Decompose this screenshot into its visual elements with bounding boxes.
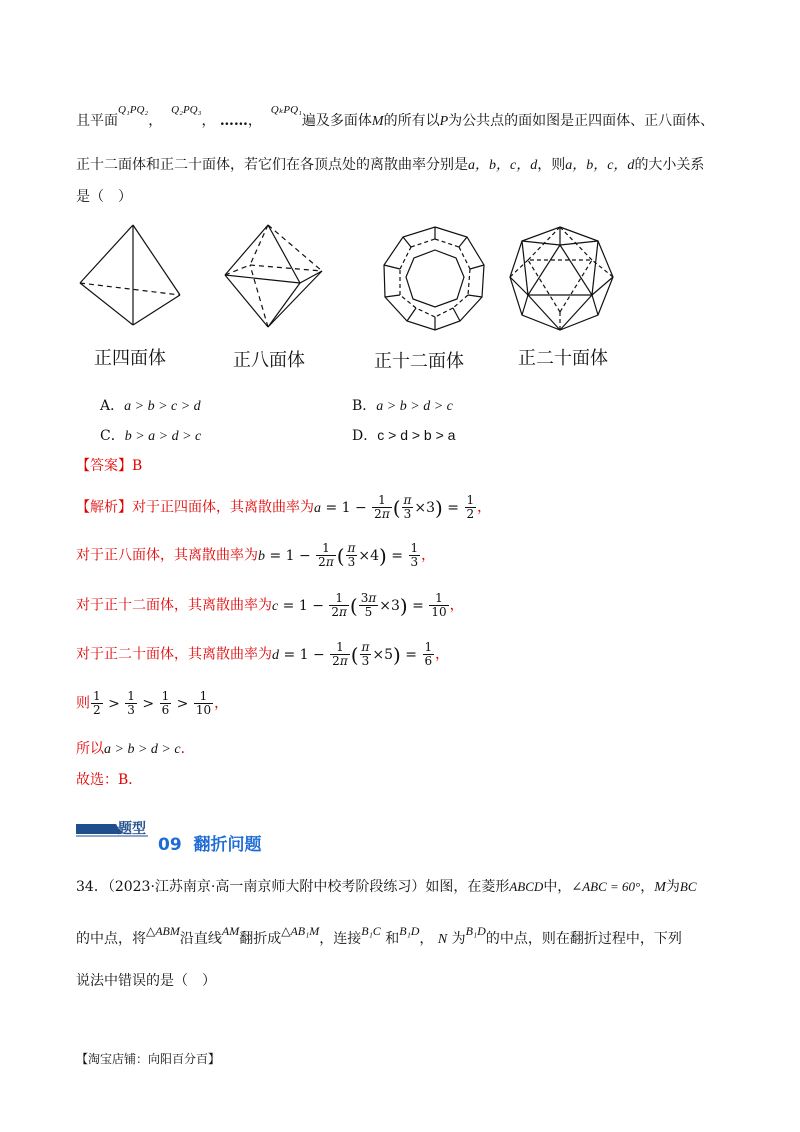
plane-2: Q₂PQ₃ xyxy=(171,104,202,116)
polyhedra-figures xyxy=(70,215,630,345)
option-d[interactable]: D．c > d > b > a xyxy=(352,427,456,444)
intro-line-2: 正十二面体和正二十面体，若它们在各顶点处的离散曲率分别是a，b，c，d，则a，b，c，d的大小关系 xyxy=(76,157,705,173)
analysis-line-6: 所以a > b > d > c． xyxy=(76,741,195,757)
q34-line-1: 34．（2023·江苏南京·高一南京师大附中校考阶段练习）如图，在菱形ABCD中，∠ABC = 60°，M为BC xyxy=(76,879,697,895)
analysis-line-7: 故选：B． xyxy=(76,772,143,788)
q34-line-2: 的中点，将△ABM沿直线AM翻折成△AB₁M，连接B₁C 和B₁D， N 为B₁D的中点，则在翻折过程中，下列 xyxy=(76,924,682,947)
answer-line: 【答案】B xyxy=(76,458,143,474)
footer-shop: 【淘宝店铺：向阳百分百】 xyxy=(76,1052,221,1066)
caption-dodecahedron: 正十二面体 xyxy=(374,351,464,372)
intro-line-1: 且平面$^{Q_1PQ_2}$， $^{Q_2PQ_3}$， ……， $^{Q_kPQ_1}$遍及多面体M的所有以P为公共点的面如图是正四面体、正八面体、 xyxy=(76,104,715,129)
section-title: 09 翻折问题 xyxy=(158,835,262,855)
caption-octahedron: 正八面体 xyxy=(233,350,305,371)
plane-k: QₖPQ₁ xyxy=(270,104,302,116)
analysis-line-3: 对于正十二面体，其离散曲率为c = 1 − $\frac{1}{2\pi}$ ( $\frac{3\pi}{5}$ ×3) = $\frac{1}{10}$ ， xyxy=(76,591,464,619)
option-c[interactable]: C．b > a > d > c xyxy=(100,428,202,444)
section-tag-label: 题型 xyxy=(118,821,146,837)
analysis-line-2: 对于正八面体，其离散曲率为b = 1 − $\frac{1}{2\pi}$ ( $\frac{\pi}{3}$ ×4) = $\frac{1}{3}$ ， xyxy=(76,541,436,569)
q34-line-3: 说法中错误的是（ ） xyxy=(76,973,216,989)
option-a[interactable]: A．a > b > c > d xyxy=(100,398,201,414)
tetrahedron-figure xyxy=(80,225,180,325)
analysis-line-1: 【解析】对于正四面体，其离散曲率为a = 1 − $\frac{1}{2\pi}$ ( $\frac{\pi}{3}$ ×3) = $\frac{1}{2}$ ， xyxy=(76,493,492,521)
intro-line-3: 是（ ） xyxy=(76,189,132,205)
octahedron-figure xyxy=(225,225,322,327)
analysis-line-5: 则 $\frac{1}{2}$ > $\frac{1}{3}$ > $\frac{1}{6}$ > $\frac{1}{10}$ ， xyxy=(76,689,229,717)
analysis-line-4: 对于正二十面体，其离散曲率为d = 1 − $\frac{1}{2\pi}$ ( $\frac{\pi}{3}$ ×5) = $\frac{1}{6}$ ， xyxy=(76,640,450,668)
plane-1: Q₁PQ₂ xyxy=(118,104,149,116)
caption-icosahedron: 正二十面体 xyxy=(518,348,608,369)
dodecahedron-figure xyxy=(384,227,484,330)
option-b[interactable]: B．a > b > d > c xyxy=(352,398,453,414)
icosahedron-figure xyxy=(510,227,613,330)
caption-tetrahedron: 正四面体 xyxy=(94,348,166,369)
